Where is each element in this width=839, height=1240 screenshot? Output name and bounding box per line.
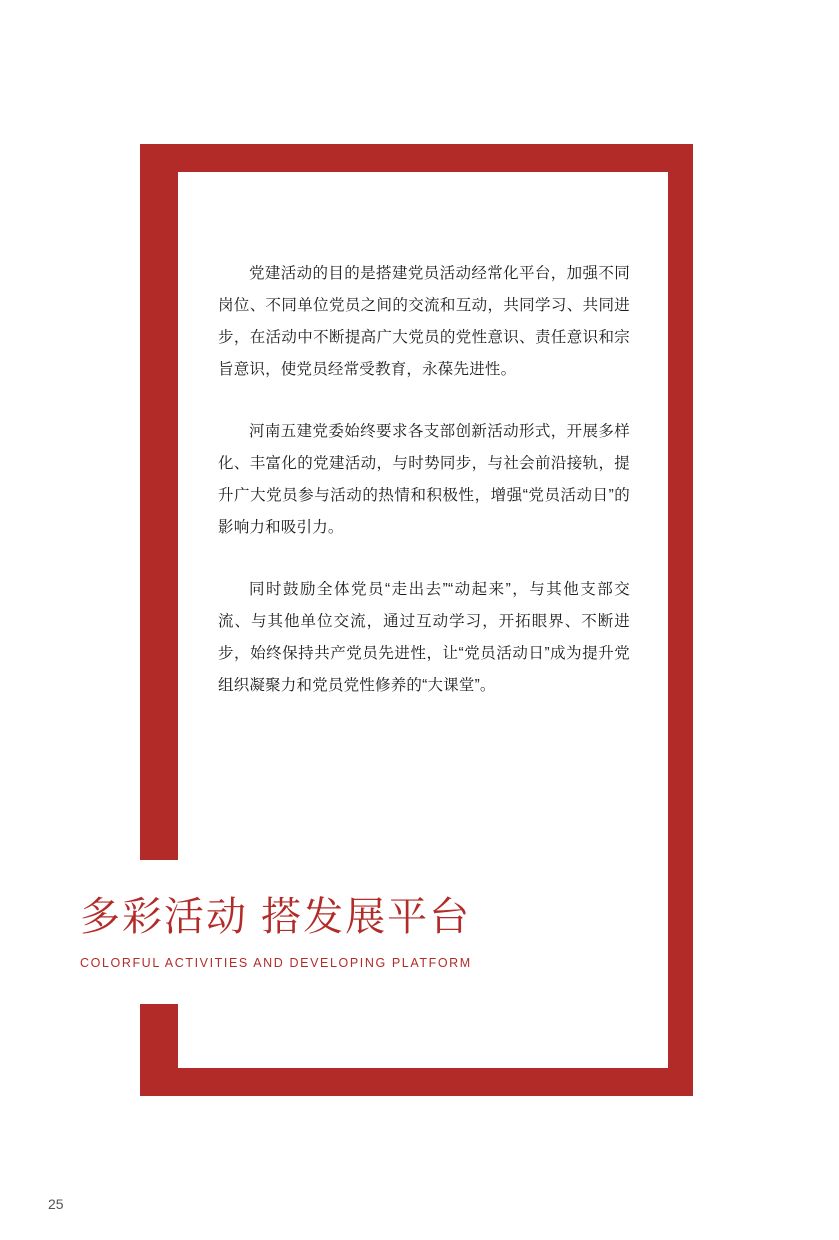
section-title-chinese: 多彩活动 搭发展平台 [80, 895, 472, 939]
page-number: 25 [48, 1196, 64, 1212]
section-title-english: COLORFUL ACTIVITIES AND DEVELOPING PLATFORM [80, 956, 472, 970]
paragraph: 党建活动的目的是搭建党员活动经常化平台，加强不同岗位、不同单位党员之间的交流和互动，共同学习、共同进步，在活动中不断提高广大党员的党性意识、责任意识和宗旨意识，使党员经常受教育，永葆先进性。 [218, 265, 630, 378]
paragraph: 河南五建党委始终要求各支部创新活动形式，开展多样化、丰富化的党建活动，与时势同步，与社会前沿接轨，提升广大党员参与活动的热情和积极性，增强“党员活动日”的影响力和吸引力。 [218, 423, 630, 536]
paragraph: 同时鼓励全体党员“走出去”“动起来”，与其他支部交流、与其他单位交流，通过互动学习，开拓眼界、不断进步，始终保持共产党员先进性，让“党员活动日”成为提升党组织凝聚力和党员党性修养的“大课堂”。 [218, 581, 630, 694]
body-text-block [218, 258, 630, 732]
section-title-block [80, 890, 680, 970]
